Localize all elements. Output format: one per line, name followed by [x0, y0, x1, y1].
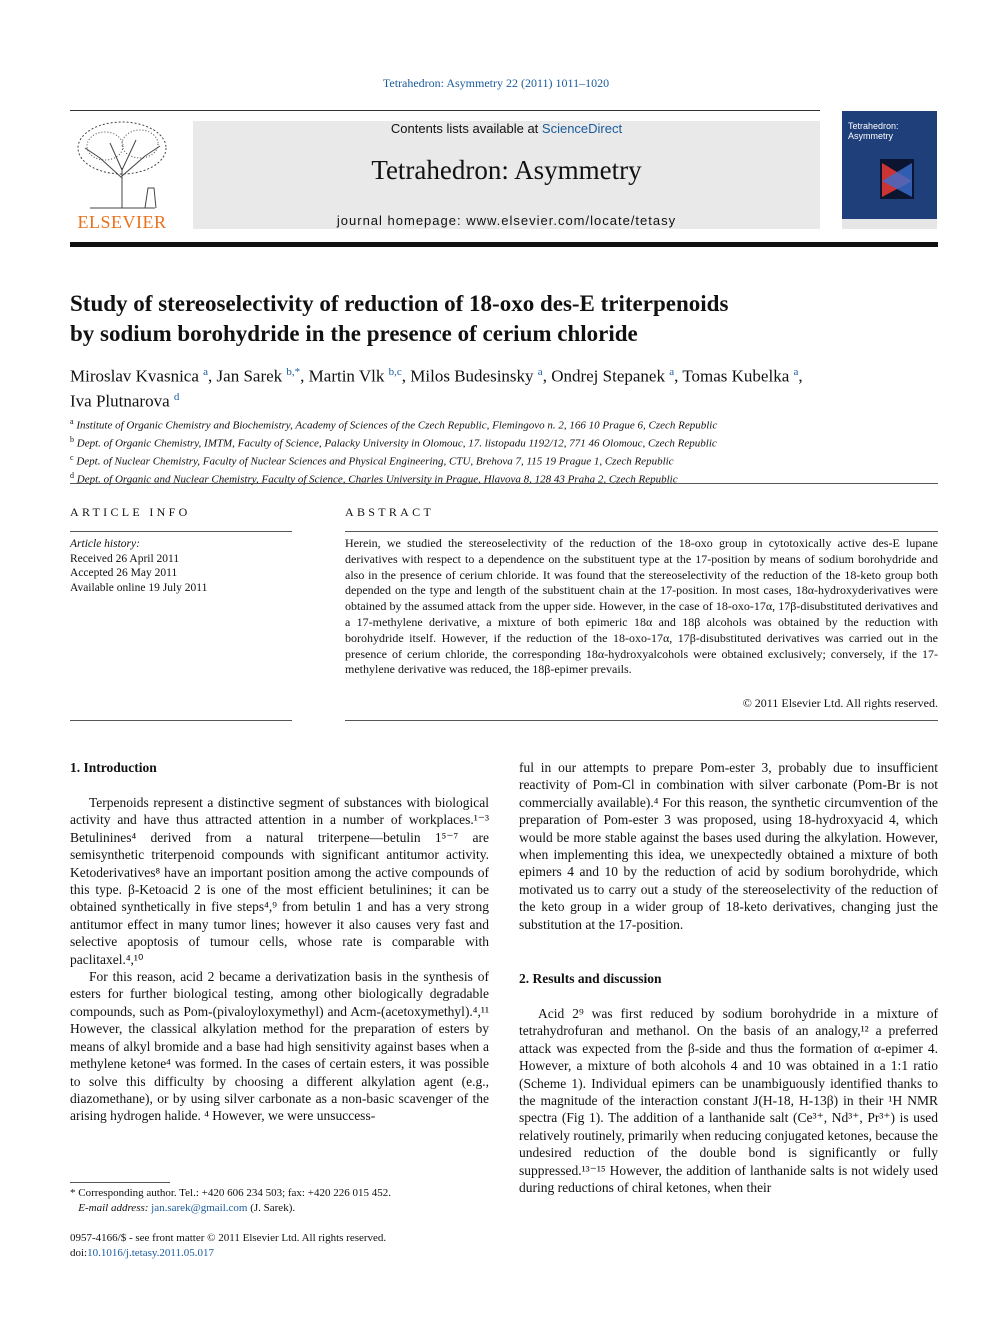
author[interactable]: Iva Plutnarova — [70, 391, 170, 411]
author-affiliation-mark[interactable]: b,c — [388, 366, 402, 378]
affiliation — [70, 415, 940, 433]
author-affiliation-mark[interactable]: a — [793, 366, 799, 378]
journal-cover-image — [842, 111, 937, 229]
doi-link[interactable]: 10.1016/j.tetasy.2011.05.017 — [87, 1246, 215, 1259]
affiliation-mark: d — [70, 470, 74, 480]
contents-available-line — [193, 121, 820, 136]
affiliation-mark: c — [70, 452, 74, 462]
author[interactable]: Jan Sarek — [216, 366, 283, 386]
introduction-text-continued — [519, 759, 938, 933]
sciencedirect-link[interactable]: ScienceDirect — [541, 121, 623, 136]
article-info-bottom-rule — [70, 720, 292, 721]
corresponding-author-footnote — [70, 1186, 391, 1215]
author-affiliation-mark[interactable]: d — [173, 390, 180, 403]
email-label: E-mail address: — [78, 1201, 149, 1214]
affiliation-text: Dept. of Organic Chemistry, IMTM, Faculty of Science, Palacky University in Olomouc, 17. listopadu 1192/12, 771 46 Olomouc, Czech Republic — [76, 437, 717, 450]
author-affiliation-mark[interactable]: a — [203, 366, 209, 378]
title-line-1: Study of stereoselectivity of reduction of 18-oxo des-E triterpenoids — [70, 291, 729, 316]
author[interactable]: Tomas Kubelka — [682, 366, 790, 386]
paragraph: For this reason, acid 2 became a derivatization basis in the synthesis of esters for further biological testing, among other biologically degradable compounds, such as Pom-(pivaloyloxymethyl) and Acm-(acetoxymethyl).⁴,¹¹ However, the classical alkylation method for the preparation of esters by means of alkyl bromide and a base had high sensitivity against bases when a methylene ketone⁴ was formed. In the cases of certain esters, it was possible to solve this difficulty by choosing a different alkylation agent (e.g., diazomethane), or by using silver carbonate as a non-basic scavenger of the arising hydrogen halide. ⁴ However, we were unsuccess- — [70, 969, 489, 1124]
history-label: Article history: — [70, 538, 140, 550]
doi-label: doi: — [70, 1246, 88, 1259]
results-text — [519, 1005, 938, 1196]
journal-homepage[interactable]: journal homepage: www.elsevier.com/locate/tetasy — [336, 213, 677, 228]
title-line-2: by sodium borohydride in the presence of cerium chloride — [70, 321, 638, 346]
journal-title: Tetrahedron: Asymmetry — [371, 155, 642, 185]
paragraph: ful in our attempts to prepare Pom-ester 3, probably due to insufficient reactivity of Pom-Cl in combination with silver carbonate (Pom-Br is not commercially available).⁴ For this reason, the synthetic circumvention of the preparation of Pom-ester 3 was proposed, using 18-hydroxyacid 4, which would be more stable against the bases used during the alkylation. However, when implementing this idea, we unexpectedly obtained a mixture of both epimers 4 and 10 by the reduction of acid by sodium borohydride, which motivated us to carry out a study of the stereoselectivity of the reduction of the keto group in a wider group of 18-keto derivatives, changing just the substitution at the 17-position. — [519, 760, 938, 932]
header-thick-rule — [70, 242, 938, 247]
header-rule — [70, 110, 820, 111]
cover-title: Tetrahedron: Asymmetry — [848, 121, 899, 141]
abstract-rule — [345, 531, 938, 532]
introduction-text — [70, 794, 489, 1125]
affiliation-text: Institute of Organic Chemistry and Biochemistry, Academy of Sciences of the Czech Republic, Flemingovo n. 2, 166 10 Prague 6, Czech Republic — [76, 419, 718, 432]
received-date: Received 26 April 2011 — [70, 552, 180, 565]
affiliation — [70, 451, 940, 469]
abstract-heading: ABSTRACT — [345, 505, 435, 519]
introduction-heading: 1. Introduction — [70, 760, 157, 775]
corresponding-author: * Corresponding author. Tel.: +420 606 234 503; fax: +420 226 015 452. — [70, 1187, 391, 1199]
results-heading: 2. Results and discussion — [519, 971, 662, 986]
affiliation — [70, 469, 940, 487]
author-affiliation-mark[interactable]: a — [537, 366, 543, 378]
article-info-rule — [70, 531, 292, 532]
article-title — [70, 289, 930, 349]
affiliation-text: Dept. of Nuclear Chemistry, Faculty of Nuclear Sciences and Physical Engineering, CTU, Brehova 7, 115 19 Prague 1, Czech Republic — [76, 455, 674, 468]
author-affiliation-mark[interactable]: a — [669, 366, 675, 378]
abstract-bottom-rule — [345, 720, 938, 721]
author[interactable]: Martin Vlk — [308, 366, 385, 386]
article-history — [70, 537, 207, 595]
author-affiliation-mark[interactable]: b,* — [286, 366, 301, 378]
issn-line: 0957-4166/$ - see front matter © 2011 Elsevier Ltd. All rights reserved. — [70, 1232, 387, 1244]
abstract-text: Herein, we studied the stereoselectivity of the reduction of the 18-oxo group in cytotoxically active des-E lupane derivatives with respect to a dependence on the substituent type at the 17-position by means of sodium borohydride and also in the presence of cerium chloride. It was found that the stereoselectivity of the reduction of the 18-keto group both depended on the type and length of the substituent chain at the 17-position. In most cases, 18α-hydroxyderivatives were obtained by the assumed attack from the upper side. However, in the case of 18-oxo-17α, 17β-disubstituted derivatives and a 17-methylene derivative, a mixture of both epimeric 18α and 18β alcohols was obtained by the reduction with borohydride itself. However, if the reduction of the 18-oxo-17α, 17β-disubstituted derivatives was carried out in the presence of cerium chloride, the corresponding 18α-hydroxyalcohols were obtained exclusively; conversely, if the 17-methylene derivative was reduced, the 18β-epimer prevails. — [345, 536, 938, 677]
author[interactable]: Milos Budesinsky — [410, 366, 534, 386]
accepted-date: Accepted 26 May 2011 — [70, 567, 178, 579]
email-suffix: (J. Sarek). — [250, 1201, 296, 1214]
paragraph: Terpenoids represent a distinctive segment of substances with biological activity and have thus attracted attention in a number of workplaces.¹⁻³ Betulinines⁴ derived from a natural triterpene—betulin 1⁵⁻⁷ are semisynthetic triterpenoid compounds with significant antitumor activity. Ketoderivatives⁸ have an important position among the active compounds of this type. β-Ketoacid 2 is one of the most efficient betulinines; it can be obtained synthetically in five steps⁴,⁹ from betulin 1 and has a very strong antitumor effect in many tumor lines; however it also causes very fast and selective apoptosis of tumour cells, whose rate is comparable with paclitaxel.⁴,¹⁰ — [70, 795, 489, 967]
abstract-copyright: © 2011 Elsevier Ltd. All rights reserved. — [742, 696, 938, 710]
elsevier-wordmark: ELSEVIER — [77, 212, 167, 232]
issn-doi-block — [70, 1231, 386, 1260]
author-list: Miroslav Kvasnica $^a$, Jan Sarek $^{b,*}$, Martin Vlk $^{b,c}$, Milos Budesinsky $^a$, Ondrej Stepanek $^a$, Tomas Kubelka $^a$, Iva Plutnarova $^d$ — [70, 366, 803, 411]
author[interactable]: Miroslav Kvasnica — [70, 366, 199, 386]
affiliation-mark: a — [70, 417, 74, 426]
online-date: Available online 19 July 2011 — [70, 581, 208, 594]
paragraph: Acid 2⁹ was first reduced by sodium borohydride in a mixture of tetrahydrofuran and methanol. On the basis of an analogy,¹² a preferred attack was expected from the β-side and thus the formation of α-epimer 4. However, a mixture of both alcohols 4 and 10 was obtained in a 1:1 ratio (Scheme 1). Individual epimers can be unambiguously identified thanks to the magnitude of the interaction constant J(H-18, H-13β) in their ¹H NMR spectra (Fig 1). The addition of a lanthanide salt (Ce³⁺, Nd³⁺, Pr³⁺) is used relatively routinely, primarily when reducing conjugated ketones, because the undesired reduction of the double bond is significantly or fully suppressed.¹³⁻¹⁵ However, the addition of lanthanide salts is not widely used during reductions of chiral ketones, when their — [519, 1006, 938, 1196]
affiliation-mark: b — [70, 434, 74, 444]
affiliation-rule — [70, 483, 938, 484]
affiliation-text: Dept. of Organic and Nuclear Chemistry, Faculty of Science, Charles University in Prague, Hlavova 8, 128 43 Praha 2, Czech Republic — [76, 473, 678, 486]
footnote-rule — [70, 1182, 170, 1183]
email-link[interactable]: jan.sarek@gmail.com — [151, 1201, 248, 1214]
journal-reference[interactable]: Tetrahedron: Asymmetry 22 (2011) 1011–1020 — [382, 76, 610, 90]
contents-prefix: Contents lists available at — [390, 121, 542, 136]
author[interactable]: Ondrej Stepanek — [551, 366, 665, 386]
affiliation — [70, 433, 940, 451]
article-info-heading: ARTICLE INFO — [70, 505, 191, 519]
affiliation-list — [70, 415, 940, 487]
